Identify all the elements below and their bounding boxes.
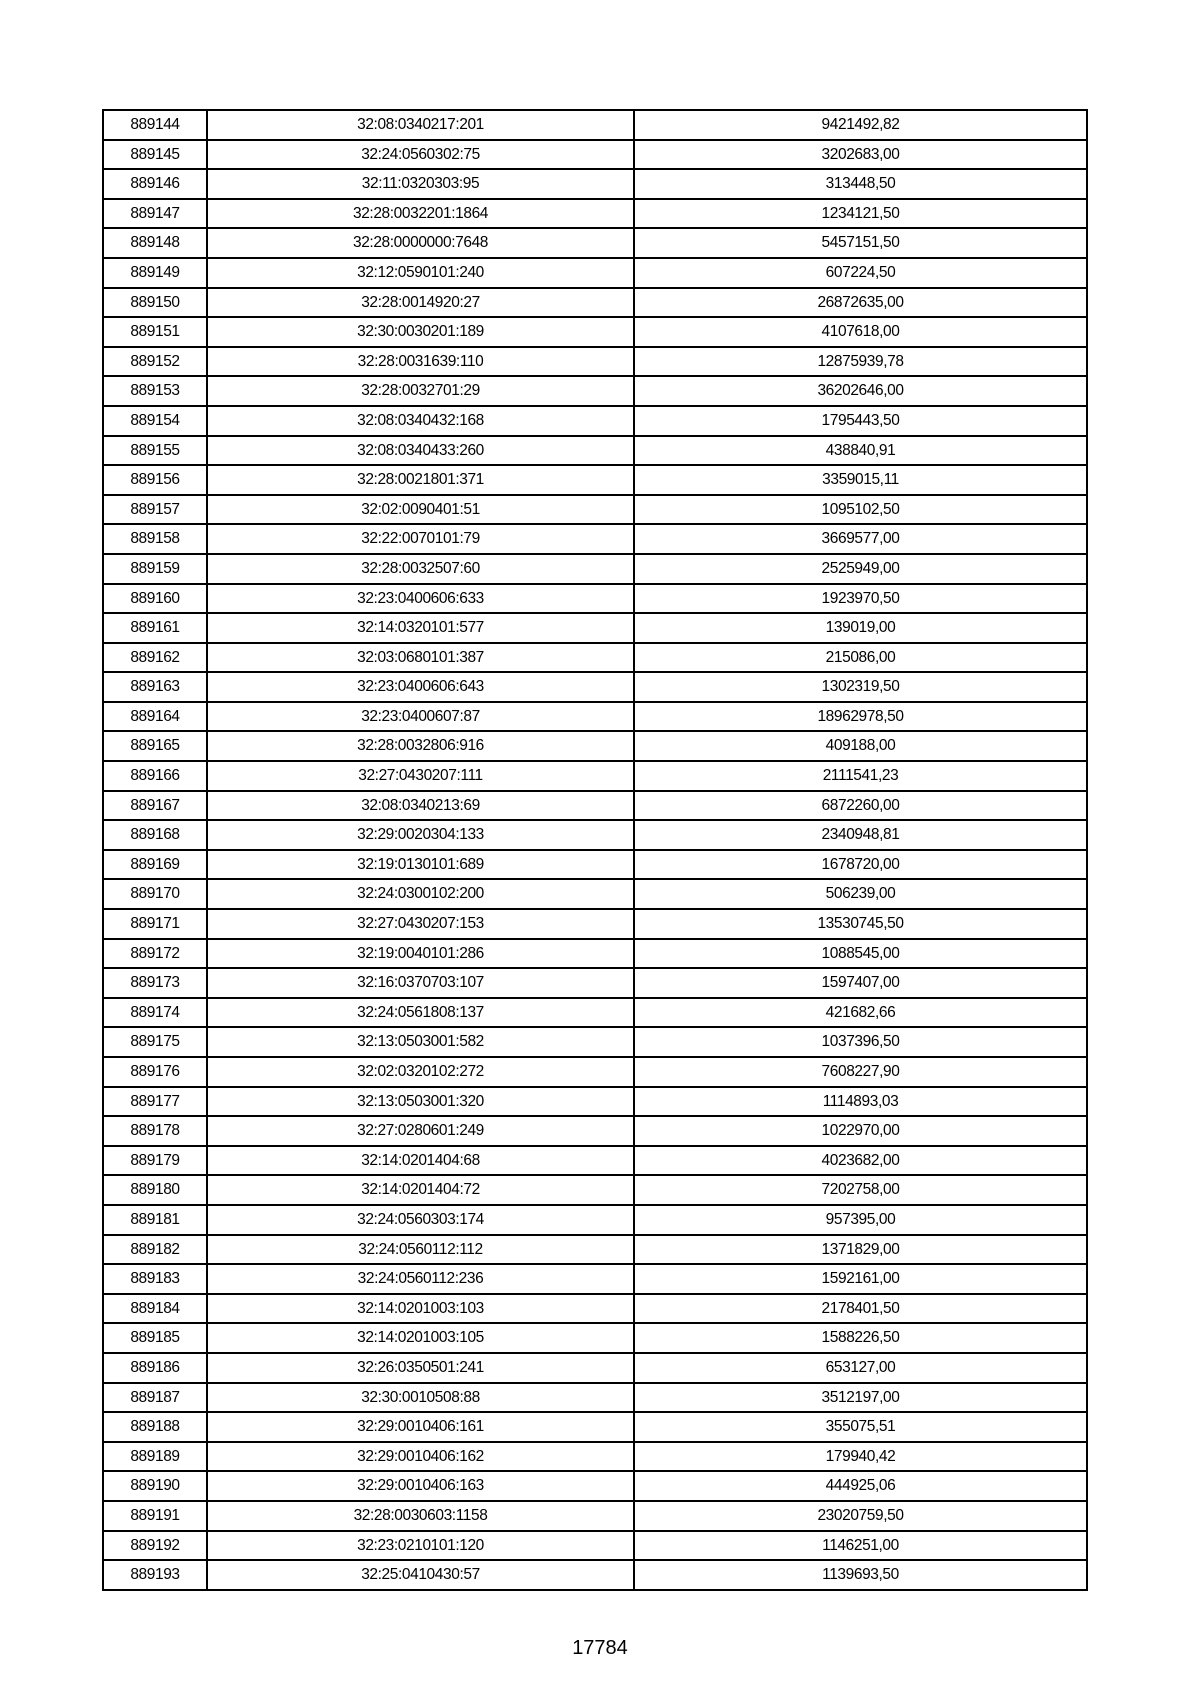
table-row bbox=[103, 495, 1087, 525]
cadastral-number-cell: 32:14:0201404:68 bbox=[207, 1146, 634, 1176]
value-cell: 313448,50 bbox=[634, 169, 1087, 199]
row-number-cell: 889180 bbox=[103, 1175, 207, 1205]
row-number-cell: 889167 bbox=[103, 791, 207, 821]
table-row bbox=[103, 1057, 1087, 1087]
cadastral-number-cell: 32:22:0070101:79 bbox=[207, 524, 634, 554]
cadastral-number-cell: 32:29:0010406:163 bbox=[207, 1471, 634, 1501]
cadastral-number-cell: 32:19:0040101:286 bbox=[207, 939, 634, 969]
table-row bbox=[103, 672, 1087, 702]
row-number-cell: 889168 bbox=[103, 820, 207, 850]
cadastral-number-cell: 32:25:0410430:57 bbox=[207, 1560, 634, 1590]
row-number-cell: 889164 bbox=[103, 702, 207, 732]
table-row bbox=[103, 879, 1087, 909]
row-number-cell: 889159 bbox=[103, 554, 207, 584]
row-number-cell: 889154 bbox=[103, 406, 207, 436]
cadastral-number-cell: 32:28:0032806:916 bbox=[207, 731, 634, 761]
value-cell: 421682,66 bbox=[634, 998, 1087, 1028]
row-number-cell: 889192 bbox=[103, 1531, 207, 1561]
table-row bbox=[103, 140, 1087, 170]
value-cell: 215086,00 bbox=[634, 643, 1087, 673]
row-number-cell: 889162 bbox=[103, 643, 207, 673]
cadastral-number-cell: 32:30:0010508:88 bbox=[207, 1383, 634, 1413]
cadastral-number-cell: 32:28:0030603:1158 bbox=[207, 1501, 634, 1531]
row-number-cell: 889171 bbox=[103, 909, 207, 939]
value-cell: 506239,00 bbox=[634, 879, 1087, 909]
row-number-cell: 889155 bbox=[103, 436, 207, 466]
cadastral-number-cell: 32:02:0320102:272 bbox=[207, 1057, 634, 1087]
row-number-cell: 889145 bbox=[103, 140, 207, 170]
page-number: 17784 bbox=[572, 1637, 628, 1659]
table-row bbox=[103, 1294, 1087, 1324]
table-row bbox=[103, 228, 1087, 258]
value-cell: 13530745,50 bbox=[634, 909, 1087, 939]
row-number-cell: 889185 bbox=[103, 1323, 207, 1353]
value-cell: 4023682,00 bbox=[634, 1146, 1087, 1176]
row-number-cell: 889148 bbox=[103, 228, 207, 258]
row-number-cell: 889186 bbox=[103, 1353, 207, 1383]
row-number-cell: 889175 bbox=[103, 1027, 207, 1057]
row-number-cell: 889190 bbox=[103, 1471, 207, 1501]
cadastral-number-cell: 32:24:0561808:137 bbox=[207, 998, 634, 1028]
cadastral-number-cell: 32:29:0020304:133 bbox=[207, 820, 634, 850]
value-cell: 36202646,00 bbox=[634, 376, 1087, 406]
table-row bbox=[103, 820, 1087, 850]
value-cell: 653127,00 bbox=[634, 1353, 1087, 1383]
table-row bbox=[103, 791, 1087, 821]
row-number-cell: 889182 bbox=[103, 1235, 207, 1265]
row-number-cell: 889176 bbox=[103, 1057, 207, 1087]
table-row bbox=[103, 1235, 1087, 1265]
value-cell: 139019,00 bbox=[634, 613, 1087, 643]
value-cell: 12875939,78 bbox=[634, 347, 1087, 377]
value-cell: 6872260,00 bbox=[634, 791, 1087, 821]
value-cell: 1592161,00 bbox=[634, 1264, 1087, 1294]
cadastral-number-cell: 32:23:0400606:633 bbox=[207, 584, 634, 614]
row-number-cell: 889165 bbox=[103, 731, 207, 761]
cadastral-number-cell: 32:24:0560302:75 bbox=[207, 140, 634, 170]
table-row bbox=[103, 1116, 1087, 1146]
table-row bbox=[103, 1383, 1087, 1413]
row-number-cell: 889169 bbox=[103, 850, 207, 880]
table-row bbox=[103, 1501, 1087, 1531]
value-cell: 26872635,00 bbox=[634, 288, 1087, 318]
value-cell: 444925,06 bbox=[634, 1471, 1087, 1501]
cadastral-number-cell: 32:08:0340433:260 bbox=[207, 436, 634, 466]
table-row bbox=[103, 110, 1087, 140]
cadastral-number-cell: 32:08:0340213:69 bbox=[207, 791, 634, 821]
row-number-cell: 889144 bbox=[103, 110, 207, 140]
cadastral-number-cell: 32:30:0030201:189 bbox=[207, 317, 634, 347]
cadastral-number-cell: 32:27:0430207:111 bbox=[207, 761, 634, 791]
row-number-cell: 889149 bbox=[103, 258, 207, 288]
row-number-cell: 889178 bbox=[103, 1116, 207, 1146]
cadastral-number-cell: 32:24:0560112:236 bbox=[207, 1264, 634, 1294]
value-cell: 1795443,50 bbox=[634, 406, 1087, 436]
table-row bbox=[103, 1087, 1087, 1117]
table-row bbox=[103, 406, 1087, 436]
cadastral-number-cell: 32:28:0021801:371 bbox=[207, 465, 634, 495]
table-row bbox=[103, 1027, 1087, 1057]
row-number-cell: 889174 bbox=[103, 998, 207, 1028]
table-row bbox=[103, 1353, 1087, 1383]
cadastral-number-cell: 32:19:0130101:689 bbox=[207, 850, 634, 880]
value-cell: 1234121,50 bbox=[634, 199, 1087, 229]
table-row bbox=[103, 288, 1087, 318]
table-row bbox=[103, 376, 1087, 406]
table-body bbox=[103, 110, 1087, 1590]
row-number-cell: 889166 bbox=[103, 761, 207, 791]
value-cell: 2178401,50 bbox=[634, 1294, 1087, 1324]
value-cell: 2525949,00 bbox=[634, 554, 1087, 584]
cadastral-number-cell: 32:23:0400606:643 bbox=[207, 672, 634, 702]
cadastral-number-cell: 32:28:0032201:1864 bbox=[207, 199, 634, 229]
table-row bbox=[103, 1146, 1087, 1176]
cadastral-number-cell: 32:27:0280601:249 bbox=[207, 1116, 634, 1146]
cadastral-number-cell: 32:13:0503001:582 bbox=[207, 1027, 634, 1057]
value-cell: 1302319,50 bbox=[634, 672, 1087, 702]
cadastral-number-cell: 32:14:0201404:72 bbox=[207, 1175, 634, 1205]
value-cell: 957395,00 bbox=[634, 1205, 1087, 1235]
row-number-cell: 889156 bbox=[103, 465, 207, 495]
table-row bbox=[103, 584, 1087, 614]
row-number-cell: 889147 bbox=[103, 199, 207, 229]
value-cell: 1923970,50 bbox=[634, 584, 1087, 614]
row-number-cell: 889188 bbox=[103, 1412, 207, 1442]
table-row bbox=[103, 258, 1087, 288]
table-row bbox=[103, 317, 1087, 347]
cadastral-number-cell: 32:23:0210101:120 bbox=[207, 1531, 634, 1561]
table-row bbox=[103, 613, 1087, 643]
cadastral-number-cell: 32:28:0031639:110 bbox=[207, 347, 634, 377]
row-number-cell: 889184 bbox=[103, 1294, 207, 1324]
table-row bbox=[103, 554, 1087, 584]
row-number-cell: 889163 bbox=[103, 672, 207, 702]
value-cell: 2111541,23 bbox=[634, 761, 1087, 791]
table-row bbox=[103, 1205, 1087, 1235]
cadastral-number-cell: 32:28:0032507:60 bbox=[207, 554, 634, 584]
cadastral-number-cell: 32:16:0370703:107 bbox=[207, 968, 634, 998]
row-number-cell: 889153 bbox=[103, 376, 207, 406]
cadastral-number-cell: 32:29:0010406:161 bbox=[207, 1412, 634, 1442]
table-row bbox=[103, 199, 1087, 229]
row-number-cell: 889183 bbox=[103, 1264, 207, 1294]
value-cell: 1139693,50 bbox=[634, 1560, 1087, 1590]
table-row bbox=[103, 1412, 1087, 1442]
table-row bbox=[103, 1560, 1087, 1590]
row-number-cell: 889191 bbox=[103, 1501, 207, 1531]
row-number-cell: 889189 bbox=[103, 1442, 207, 1472]
table-row bbox=[103, 1323, 1087, 1353]
value-cell: 1088545,00 bbox=[634, 939, 1087, 969]
value-cell: 1095102,50 bbox=[634, 495, 1087, 525]
table-row bbox=[103, 436, 1087, 466]
row-number-cell: 889157 bbox=[103, 495, 207, 525]
cadastral-number-cell: 32:08:0340432:168 bbox=[207, 406, 634, 436]
value-cell: 607224,50 bbox=[634, 258, 1087, 288]
row-number-cell: 889179 bbox=[103, 1146, 207, 1176]
value-cell: 1114893,03 bbox=[634, 1087, 1087, 1117]
table-row bbox=[103, 761, 1087, 791]
table-row bbox=[103, 998, 1087, 1028]
value-cell: 1678720,00 bbox=[634, 850, 1087, 880]
row-number-cell: 889172 bbox=[103, 939, 207, 969]
value-cell: 1146251,00 bbox=[634, 1531, 1087, 1561]
value-cell: 7608227,90 bbox=[634, 1057, 1087, 1087]
table-row bbox=[103, 643, 1087, 673]
cadastral-number-cell: 32:27:0430207:153 bbox=[207, 909, 634, 939]
value-cell: 438840,91 bbox=[634, 436, 1087, 466]
row-number-cell: 889173 bbox=[103, 968, 207, 998]
value-cell: 5457151,50 bbox=[634, 228, 1087, 258]
row-number-cell: 889177 bbox=[103, 1087, 207, 1117]
row-number-cell: 889150 bbox=[103, 288, 207, 318]
table-row bbox=[103, 1531, 1087, 1561]
value-cell: 3669577,00 bbox=[634, 524, 1087, 554]
value-cell: 9421492,82 bbox=[634, 110, 1087, 140]
row-number-cell: 889158 bbox=[103, 524, 207, 554]
table-row bbox=[103, 968, 1087, 998]
row-number-cell: 889193 bbox=[103, 1560, 207, 1590]
cadastral-number-cell: 32:23:0400607:87 bbox=[207, 702, 634, 732]
cadastral-number-cell: 32:28:0000000:7648 bbox=[207, 228, 634, 258]
table-row bbox=[103, 1471, 1087, 1501]
value-cell: 1588226,50 bbox=[634, 1323, 1087, 1353]
row-number-cell: 889152 bbox=[103, 347, 207, 377]
table-row bbox=[103, 1264, 1087, 1294]
value-cell: 3202683,00 bbox=[634, 140, 1087, 170]
cadastral-number-cell: 32:12:0590101:240 bbox=[207, 258, 634, 288]
cadastral-number-cell: 32:24:0560112:112 bbox=[207, 1235, 634, 1265]
cadastral-number-cell: 32:28:0032701:29 bbox=[207, 376, 634, 406]
table-row bbox=[103, 702, 1087, 732]
value-cell: 7202758,00 bbox=[634, 1175, 1087, 1205]
cadastral-number-cell: 32:13:0503001:320 bbox=[207, 1087, 634, 1117]
value-cell: 1022970,00 bbox=[634, 1116, 1087, 1146]
cadastral-number-cell: 32:24:0300102:200 bbox=[207, 879, 634, 909]
row-number-cell: 889181 bbox=[103, 1205, 207, 1235]
row-number-cell: 889161 bbox=[103, 613, 207, 643]
cadastral-number-cell: 32:08:0340217:201 bbox=[207, 110, 634, 140]
value-cell: 1037396,50 bbox=[634, 1027, 1087, 1057]
value-cell: 18962978,50 bbox=[634, 702, 1087, 732]
cadastral-number-cell: 32:14:0320101:577 bbox=[207, 613, 634, 643]
value-cell: 4107618,00 bbox=[634, 317, 1087, 347]
row-number-cell: 889151 bbox=[103, 317, 207, 347]
cadastral-number-cell: 32:29:0010406:162 bbox=[207, 1442, 634, 1472]
table-row bbox=[103, 1442, 1087, 1472]
row-number-cell: 889146 bbox=[103, 169, 207, 199]
table-row bbox=[103, 524, 1087, 554]
value-cell: 1371829,00 bbox=[634, 1235, 1087, 1265]
table-row bbox=[103, 347, 1087, 377]
cadastral-number-cell: 32:14:0201003:105 bbox=[207, 1323, 634, 1353]
table-row bbox=[103, 909, 1087, 939]
row-number-cell: 889170 bbox=[103, 879, 207, 909]
value-cell: 355075,51 bbox=[634, 1412, 1087, 1442]
cadastral-value-table bbox=[102, 109, 1088, 1591]
value-cell: 3512197,00 bbox=[634, 1383, 1087, 1413]
value-cell: 1597407,00 bbox=[634, 968, 1087, 998]
table-row bbox=[103, 939, 1087, 969]
table-row bbox=[103, 465, 1087, 495]
value-cell: 409188,00 bbox=[634, 731, 1087, 761]
table-row bbox=[103, 1175, 1087, 1205]
cadastral-number-cell: 32:28:0014920:27 bbox=[207, 288, 634, 318]
cadastral-number-cell: 32:03:0680101:387 bbox=[207, 643, 634, 673]
table-row bbox=[103, 731, 1087, 761]
value-cell: 23020759,50 bbox=[634, 1501, 1087, 1531]
row-number-cell: 889187 bbox=[103, 1383, 207, 1413]
row-number-cell: 889160 bbox=[103, 584, 207, 614]
value-cell: 179940,42 bbox=[634, 1442, 1087, 1472]
cadastral-number-cell: 32:11:0320303:95 bbox=[207, 169, 634, 199]
table-row bbox=[103, 850, 1087, 880]
value-cell: 3359015,11 bbox=[634, 465, 1087, 495]
cadastral-number-cell: 32:24:0560303:174 bbox=[207, 1205, 634, 1235]
cadastral-number-cell: 32:02:0090401:51 bbox=[207, 495, 634, 525]
cadastral-number-cell: 32:14:0201003:103 bbox=[207, 1294, 634, 1324]
table-row bbox=[103, 169, 1087, 199]
value-cell: 2340948,81 bbox=[634, 820, 1087, 850]
cadastral-number-cell: 32:26:0350501:241 bbox=[207, 1353, 634, 1383]
